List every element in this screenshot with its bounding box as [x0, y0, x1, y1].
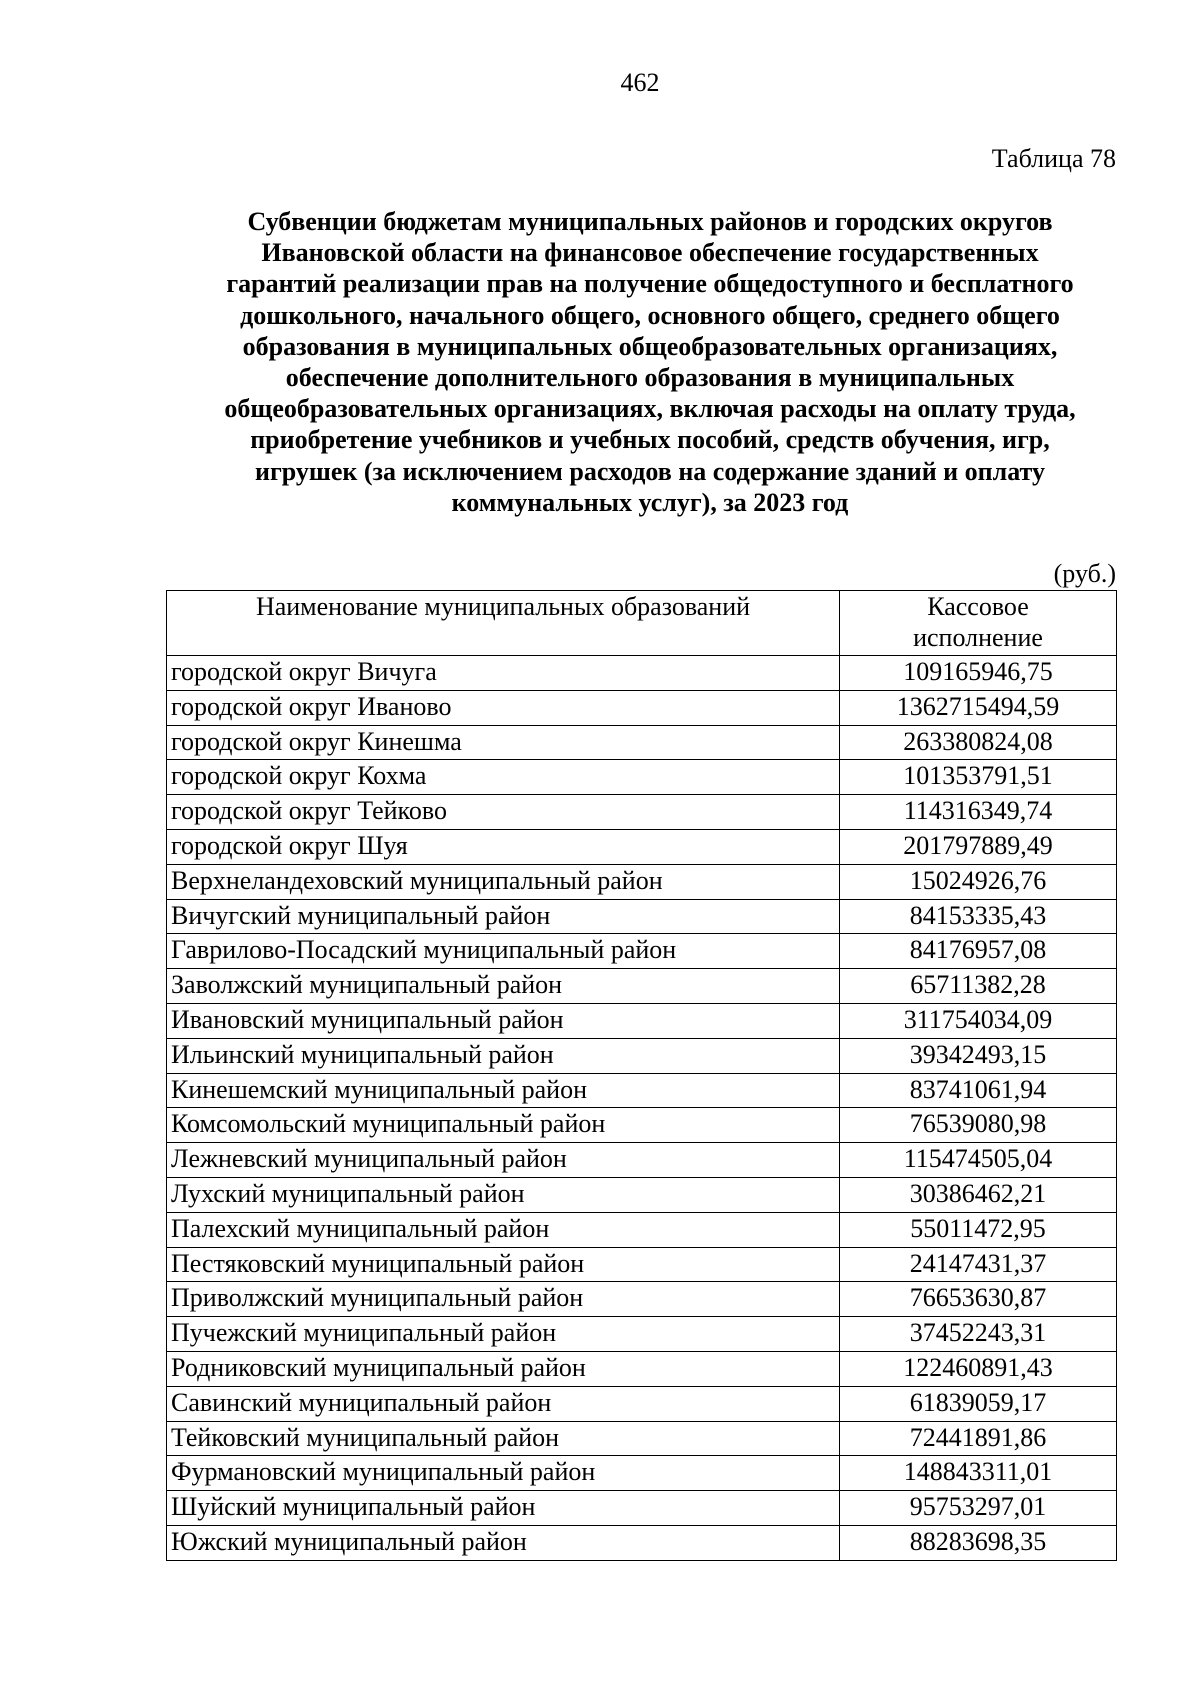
table-body: [167, 656, 1117, 1561]
table-row: [167, 934, 1117, 969]
municipality-name-cell: Заволжский муниципальный район: [167, 969, 840, 1004]
municipality-name-cell: городской округ Вичуга: [167, 656, 840, 691]
table-row: [167, 760, 1117, 795]
cash-execution-cell: 84153335,43: [840, 899, 1117, 934]
table-row: [167, 725, 1117, 760]
table-row: [167, 969, 1117, 1004]
municipality-name-cell: Пестяковский муниципальный район: [167, 1247, 840, 1282]
cash-execution-cell: 55011472,95: [840, 1212, 1117, 1247]
table-header-row: [167, 591, 1117, 656]
cash-execution-cell: 115474505,04: [840, 1143, 1117, 1178]
units-label: (руб.): [1053, 559, 1116, 588]
cash-execution-cell: 37452243,31: [840, 1317, 1117, 1352]
cash-execution-cell: 76539080,98: [840, 1108, 1117, 1143]
municipality-name-cell: Родниковский муниципальный район: [167, 1351, 840, 1386]
table-row: [167, 1247, 1117, 1282]
municipality-name-cell: Ивановский муниципальный район: [167, 1003, 840, 1038]
municipality-name-cell: городской округ Кинешма: [167, 725, 840, 760]
table-row: [167, 899, 1117, 934]
cash-execution-cell: 1362715494,59: [840, 690, 1117, 725]
table-row: [167, 795, 1117, 830]
table-row: [167, 829, 1117, 864]
subventions-table: [166, 590, 1117, 1561]
cash-execution-cell: 263380824,08: [840, 725, 1117, 760]
municipality-name-cell: городской округ Тейково: [167, 795, 840, 830]
table-row: [167, 1525, 1117, 1560]
cash-execution-cell: 15024926,76: [840, 864, 1117, 899]
table-row: [167, 1421, 1117, 1456]
municipality-name-cell: Пучежский муниципальный район: [167, 1317, 840, 1352]
page-number: 462: [620, 68, 660, 97]
municipality-name-cell: Шуйский муниципальный район: [167, 1491, 840, 1526]
cash-execution-cell: 95753297,01: [840, 1491, 1117, 1526]
table-row: [167, 1282, 1117, 1317]
cash-execution-cell: 76653630,87: [840, 1282, 1117, 1317]
table-row: [167, 1317, 1117, 1352]
table-row: [167, 1073, 1117, 1108]
cash-execution-cell: 83741061,94: [840, 1073, 1117, 1108]
municipality-name-cell: городской округ Кохма: [167, 760, 840, 795]
cash-execution-cell: 122460891,43: [840, 1351, 1117, 1386]
header-municipality-name: Наименование муниципальных образований: [167, 591, 840, 656]
cash-execution-cell: 201797889,49: [840, 829, 1117, 864]
table-row: [167, 1386, 1117, 1421]
municipality-name-cell: Тейковский муниципальный район: [167, 1421, 840, 1456]
table-row: [167, 1491, 1117, 1526]
municipality-name-cell: Вичугский муниципальный район: [167, 899, 840, 934]
municipality-name-cell: Верхнеландеховский муниципальный район: [167, 864, 840, 899]
table-row: [167, 1351, 1117, 1386]
cash-execution-cell: 65711382,28: [840, 969, 1117, 1004]
cash-execution-cell: 148843311,01: [840, 1456, 1117, 1491]
municipality-name-cell: Гаврилово-Посадский муниципальный район: [167, 934, 840, 969]
header-cash-execution: Кассовое исполнение: [840, 591, 1117, 656]
table-row: [167, 1003, 1117, 1038]
cash-execution-cell: 39342493,15: [840, 1038, 1117, 1073]
municipality-name-cell: Палехский муниципальный район: [167, 1212, 840, 1247]
table-row: [167, 690, 1117, 725]
table-caption: Таблица 78: [991, 144, 1116, 173]
municipality-name-cell: Комсомольский муниципальный район: [167, 1108, 840, 1143]
cash-execution-cell: 311754034,09: [840, 1003, 1117, 1038]
cash-execution-cell: 101353791,51: [840, 760, 1117, 795]
table-row: [167, 1143, 1117, 1178]
table-row: [167, 864, 1117, 899]
cash-execution-cell: 109165946,75: [840, 656, 1117, 691]
cash-execution-cell: 114316349,74: [840, 795, 1117, 830]
cash-execution-cell: 84176957,08: [840, 934, 1117, 969]
municipality-name-cell: Кинешемский муниципальный район: [167, 1073, 840, 1108]
municipality-name-cell: Южский муниципальный район: [167, 1525, 840, 1560]
cash-execution-cell: 72441891,86: [840, 1421, 1117, 1456]
municipality-name-cell: Приволжский муниципальный район: [167, 1282, 840, 1317]
cash-execution-cell: 24147431,37: [840, 1247, 1117, 1282]
municipality-name-cell: Савинский муниципальный район: [167, 1386, 840, 1421]
table-row: [167, 1212, 1117, 1247]
table-row: [167, 656, 1117, 691]
table-row: [167, 1108, 1117, 1143]
municipality-name-cell: Ильинский муниципальный район: [167, 1038, 840, 1073]
document-title: Субвенции бюджетам муниципальных районов и городских округов Ивановской области на финансовое обеспечение государственных гарантий реализации прав на получение общедоступного и бесплатного дошкольного, начального общего, основного общего, среднего общего образования в муниципальных общеобразовательных организациях, обеспечение дополнительного образования в муниципальных общеобразовательных организациях, включая расходы на оплату труда, приобретение учебников и учебных пособий, средств обучения, игр, игрушек (за исключением расходов на содержание зданий и оплату коммунальных услуг), за 2023 год: [224, 207, 1076, 517]
table-row: [167, 1038, 1117, 1073]
municipality-name-cell: Фурмановский муниципальный район: [167, 1456, 840, 1491]
cash-execution-cell: 88283698,35: [840, 1525, 1117, 1560]
table-row: [167, 1177, 1117, 1212]
municipality-name-cell: городской округ Шуя: [167, 829, 840, 864]
municipality-name-cell: Лухский муниципальный район: [167, 1177, 840, 1212]
municipality-name-cell: Лежневский муниципальный район: [167, 1143, 840, 1178]
cash-execution-cell: 30386462,21: [840, 1177, 1117, 1212]
table-row: [167, 1456, 1117, 1491]
cash-execution-cell: 61839059,17: [840, 1386, 1117, 1421]
municipality-name-cell: городской округ Иваново: [167, 690, 840, 725]
